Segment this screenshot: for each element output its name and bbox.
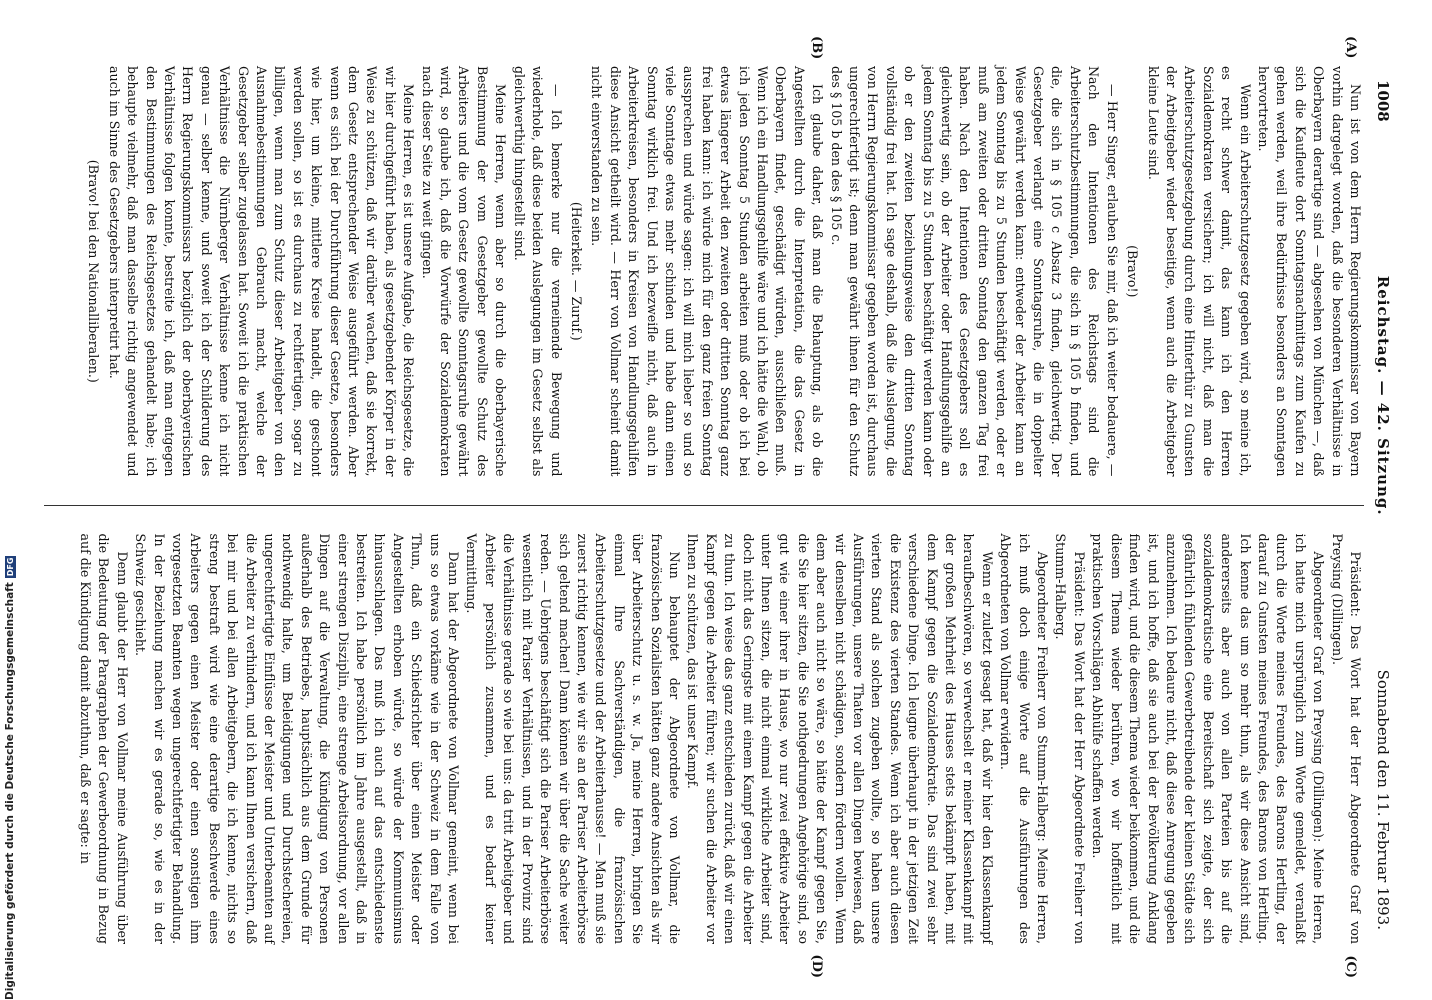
page-number: 1008: [1374, 80, 1392, 122]
paragraph: — Herr Singer, erlauben Sie mir, daß ich weiter bedauere, — Nach den Intentionen des Reichstags sind die Arbeiterschutzbestimmungen, die sich in § 105 b finden, und die, die sich in § 105 c Absatz 3 finden, gleichwertig. Der Gesetzgeber verlangt eine Sonntagsruhe, die in doppelter Weise gewährt werden kann: entweder der Arbeiter kann an jedem Sonntag bis zu 5 Stunden beschäftigt werden, oder er muß am zweiten oder dritten Sonntag den ganzen Tag frei haben. Nach den Intentionen des Gesetzgebers soll es gleichwertig sein, ob der Arbeiter oder Handlungsgehilfe an jedem Sonntag bis zu 5 Stunden beschäftigt werden kann oder ob er den zweiten beziehungsweise den dritten Sonntag vollständig frei hat. Ich sage deshalb, daß die Auslegung, die von Herrn Regierungskommissar gegeben worden ist, durchaus ungerechtfertigt ist; denn man gewährt ihnen für den Schutz des § 105 b den des § 105 c.: [828, 66, 1120, 477]
margin-mark-d: (D): [809, 954, 824, 978]
margin-mark-c: (C): [1343, 955, 1358, 978]
paragraph: (Bravo!): [1125, 245, 1141, 298]
dfg-logo: DFG: [5, 557, 15, 577]
left-column: [44, 40, 1364, 503]
digitization-credit: [4, 556, 16, 1000]
paragraph: Wenn ein Arbeiterschutzgesetz gegeben wird, so meine ich, es recht schwer damit, das kann ich den Herren Sozialdemokraten versichern; ich will nicht, daß man die Arbeiterschutzgesetzgebung durch eine Hinterthür zu Gunsten der Arbeitgeber wieder beseitige, wenn auch die Arbeitgeber kleine Leute sind.: [1145, 66, 1253, 477]
paragraph: — Ich bemerke nur die verneinende Bewegung und wiederhole, daß diese beiden Auslegungen im Gesetz selbst als gleichwerthig hingestellt sind.: [511, 66, 564, 477]
page-header: [1374, 80, 1392, 930]
paragraph: Präsident: Das Wort hat der Herr Abgeordnete Freiherr von Stumm-Halberg.: [1053, 533, 1087, 944]
paragraph: Nun behauptet der Abgeordnete von Vollmar, die französischen Sozialisten hätten ganz andere Ansichten als wir über Arbeiterschutz u. s. w. Ja, meine Herren, bringen Sie einmal Ihre Sachverständigen, die französischen Arbeiterschutzgesetze und der Arbeiterhausse! — Man muß sie zuerst richtig kennen, wie wir sie an der Pariser Arbeiterbörse sich geltend machen! Dann können wir über die Sache weiter reden. — Uebrigens beschäftigt sich die Pariser Arbeiterbörse wesentlich mit Pariser Verhältnissen, und in der Provinz sind die Verhältnisse gerade so wie bei uns: da tritt Arbeitgeber und Arbeiter persönlich zusammen, und es bedarf keiner Vermittlung.: [464, 533, 682, 944]
paragraph: Meine Herren, wenn aber so durch die oberbayerische Bestimmung der vom Gesetzgeber gewollte Schutz des Arbeiters und die vom Gesetz gewollte Sonntagsruhe gewährt wird, so glaube ich, daß die Vorwürfe der Sozialdemokraten nach dieser Seite zu weit gingen.: [419, 66, 509, 477]
paragraph: Wenn er zuletzt gesagt hat, daß wir hier den Klassenkampf heraufbeschwören, so verwechselt er meiner Klassenkampf mit der großen Mehrheit des Hauses stets bekämpft haben, mit dem Kampf gegen die Sozialdemokratie. Das sind zwei sehr verschiedene Dinge. Ich leugne überhaupt in der jetzigen Zeit die Existenz des vierten Standes. Wenn ich aber auch diesen vierten Stand als solchen zugeben wollte, so haben unsere Ausführungen, unsere Thaten vor allen Dingen bewiesen, daß wir denselben nicht schädigen, sondern fördern wollen. Wenn dem aber auch nicht so wäre, so hätte der Kampf gegen Sie, die Sie hier sitzen, die Sie nothgedrungen Angehörige sind, so gut wie einer ihrer in Hause, wo nur zwei effektive Arbeiter unter Ihnen sitzen, die nicht einmal wirkliche Arbeiter sind, doch nicht das Geringste mit einem Kampf gegen die Arbeiter zu thun. Ich weise das ganz entschieden zurück, daß wir einen Kampf gegen die Arbeiter führen; wir suchen die Arbeiter vor Ihnen zu schützen, das ist unser Kampf.: [685, 533, 995, 944]
margin-mark-a: (A): [1343, 36, 1358, 59]
paragraph: (Bravo! bei den Nationalliberalen.): [86, 159, 102, 383]
margin-mark-b: (B): [809, 36, 824, 60]
paragraph: Nun ist von dem Herrn Regierungskommissar von Bayern vorhin dargelegt worden, daß die besonderen Verhältnisse in Oberbayern derartige sind — abgesehen von München —, daß sich die Kaufleute dort Sonntagsnachmittags zum Kaufen zu gehen werden, weil ihre Bedürfnisse besonders an Sonntagen hervortreten.: [1255, 66, 1363, 477]
paragraph: Abgeordneter Graf von Preysing (Dillingen): Meine Herren, ich hatte mich ursprünglich zum Worte gemeldet, veranlaßt durch die Worte meines Freundes, des Barons Hertling, der darauf zu Gunsten meines Freundes, des Barons von Hertling. Ich kenne das um so mehr thun, als wir diese Ansicht sind, andererseits aber auch von allen Parteien bis auf die sozialdemokratische eine Bereitschaft sich zeigte, der sich gefährlich fühlenden Gewerbetreibende der kleinen Städte sich anzunehmen. Ich bedaure nicht, daß diese Anregung gegeben ist, und ich hoffe, daß sie auch bei der Bevölkerung Anklang finden wird, und die diesem Thema wieder beikommen, und die diesem Thema wieder berühren, wo wir hoffentlich mit praktischen Vorschlägen Abhülfe schaffen werden.: [1090, 533, 1327, 944]
right-column: [44, 508, 1364, 971]
paragraph: Abgeordneter Freiherr von Stumm-Halberg: Meine Herren, ich muß doch einige Worte auf die Ausführungen des Abgeordneten von Vollmar erwidern.: [998, 533, 1051, 944]
paragraph: Dann hat der Abgeordnete von Vollmar gemeint, wenn bei uns so etwas vorkäme wie in der Schweiz in dem Falle von Thun, daß ein Schiedsrichter über einen Meister oder Angestellten erhoben würde, so würde der Kommunismus hinausschlagen. Das muß ich auch auf das entschiedenste bestreiten. Ich habe persönlich im Jahre ausgestellt, daß in einer strengen Disziplin, eine strenge Arbeitsordnung, vor allen Dingen auf die Verwaltung, die Kündigung von Personen außerhalb des Betriebes, hauptsächlich aus dem Grunde für nothwendig halte, um Beleidigungen und Durchstechereien, ungerechtfertigte Einflüsse der Meister und Unterbeamten auf die Arbeiter zu verhindern, und ich kann Ihnen versichern, daß bei mir und bei allen Arbeitgebern, die ich kenne, nichts so streng bestraft wird wie eine derartige Beschwerde eines Arbeiters gegen einen Meister oder einen sonstigen ihm vorgesetzten Beamten wegen ungerechtfertigter Behandlung. In der Beziehung machen wir es gerade so, wie es in der Schweiz geschieht.: [133, 533, 462, 944]
paragraph: (Heiterkeit. — Zuruf.): [568, 201, 584, 341]
text-columns: [44, 36, 1364, 978]
page-title: Reichstag. — 42. Sitzung.: [1374, 275, 1392, 516]
session-date: Sonnabend den 11. Februar 1893.: [1374, 669, 1392, 930]
credit-text: Digitalisierung gefördert durch die Deutsche Forschungsgemeinschaft: [4, 582, 16, 1000]
paragraph: Präsident: Das Wort hat der Herr Abgeordnete Graf von Preysing (Dillingen).: [1329, 533, 1363, 944]
paragraph: Meine Herren, es ist unsere Aufgabe, die Reichsgesetze, die wir hier durchgeführt haben, als gesetzgebender Körper in der Weise zu schützen, daß wir darüber wachen, daß sie korrekt, dem Gesetz entsprechender Weise ausgeführt werden. Aber wenn es sich bei der Durchführung dieser Gesetze, besonders wie hier, um kleine, mittlere Kreise handelt, die geschont werden sollen, so ist es durchaus zu rechtfertigen, sogar zu billigen, wenn man zum Schutz dieser Arbeitgeber von den Ausnahmebestimmungen Gebrauch macht, welche der Gesetzgeber selber zugelassen hat. Soweit ich die praktischen Verhältnisse die Nürnberger Verhältnisse kenne ich nicht genau — selber kenne, und soweit ich der Schilderung des Herrn Regierungskommissars bezüglich der oberbayerischen Verhältnisse folgen konnte, bestreite ich, daß man entgegen den Bestimmungen des Reichsgesetzes gehandelt habe; ich behaupte vielmehr, daß man dasselbe richtig angewendet und auch im Sinne des Gesetzgebers interpretirt hat.: [106, 66, 417, 477]
paragraph: Ich glaube daher, daß man die Behauptung, als ob die Angestellten durch die Interpretation, die das Gesetz in Oberbayern findet, geschädigt würden, ausschließen muß. Wenn ich ein Handlungsgehilfe wäre und ich hätte die Wahl, ob ich jeden Sonntag 5 Stunden arbeiten muß oder ob ich bei etwas längerer Arbeit den zweiten oder dritten Sonntag ganz frei haben kann: ich würde mich für den ganz freien Sonntag aussprechen und würde sagen: ich will mich lieber so und so viele Sonntage etwas mehr schinden und habe dann einen Sonntag wirklich frei. Und ich bezweifle nicht, daß auch in Arbeiterkreisen, besonders in Kreisen von Handlungsgehilfen diese Ansicht getheilt wird. — Herr von Vollmar scheint damit nicht einverstanden zu sein.: [589, 66, 826, 477]
column-divider: [44, 505, 1364, 506]
paragraph: Denn glaubt der Herr von Vollmar meine Ausführung über die Bedeutung der Paragraphen der Gewerbeordnung in Bezug auf die Kündigung damit abzuthun, daß er sagte: in: [77, 533, 130, 944]
